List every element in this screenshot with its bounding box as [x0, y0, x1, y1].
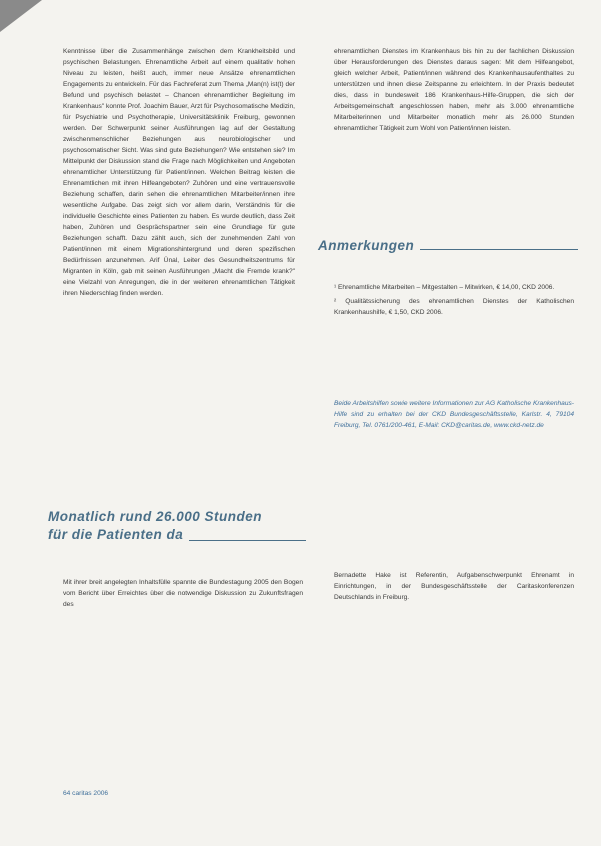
notes-list	[334, 282, 574, 342]
author-bio: Bernadette Hake ist Referentin, Aufgabenschwerpunkt Ehrenamt in Einrichtungen, in der Bundesgeschäftsstelle der Caritaskonferenzen Deutschlands in Freiburg.	[334, 572, 574, 601]
right-column-top-paragraph: ehrenamtlichen Dienstes im Krankenhaus bis hin zu der fachlichen Diskussion über Herausforderungen des Dienstes daraus sagen: Mit dem Hilfeangebot, gleich welcher Arbeit, Patient/innen während des Krankenhausaufenthaltes zu unterstützen und ihnen diese Zeitspanne zu erleichtern. In der Praxis bedeutet dies, dass in bundesweit 186 Krankenhaus-Hilfe-Gruppen, die sich der Arbeitsgemeinschaft angeschlossen haben, mehr als 3.000 ehrenamtliche Mitarbeiterinnen und Mitarbeiter monatlich mehr als 26.000 Stunden ehrenamtlicher Tätigkeit zum Wohl von Patient/innen leisten.	[334, 48, 574, 132]
page-corner-mark	[0, 0, 42, 32]
heading-rule	[189, 540, 306, 541]
left-column-top-text	[63, 46, 295, 496]
note-item: ¹ Ehrenamtliche Mitarbeiten – Mitgestalten – Mitwirken, € 14,00, CKD 2006.	[334, 284, 555, 291]
heading-rule	[420, 249, 578, 250]
left-column-bottom-text	[63, 577, 303, 621]
left-column-top-paragraph: Kenntnisse über die Zusammenhänge zwischen dem Krankheitsbild und psychischen Belastungen. Ehrenamtliche Arbeit auf einem qualitativ hohen Niveau zu leisten, heißt auch, immer neue Ansätze ehrenamtlichen Engagements zu entwickeln. Für das Fachreferat zum Thema „Man(n) ist(t) der Befund und psychisch belastet – Chancen ehrenamtlicher Begleitung im Krankenhaus" konnte Prof. Joachim Bauer, Arzt für Psychosomatische Medizin, für Psychiatrie und Psychotherapie, Universitätsklinik Freiburg, gewonnen werden. Der Schwerpunkt seiner Ausführungen lag auf der Gestaltung zwischenmenschlicher Beziehungen aus neurobiologischer und psychosomatischer Sicht. Was sind gute Beziehungen? Wie entstehen sie? Im Mittelpunkt der Diskussion stand die Frage nach Möglichkeiten und Angeboten ehrenamtlicher Unterstützung für Patient/innen. Welchen Beitrag leisten die Ehrenamtlichen mit ihren Hilfeangeboten? Zuhören und eine vertrauensvolle Beziehung schaffen, darin sehen die ehrenamtlichen Mitarbeiter/innen ihre wesentliche Aufgabe. Das zeigt sich vor allem darin, Verständnis für die individuelle Geschichte eines Patienten zu haben. Es wurde deutlich, dass Zeit haben, Zuhören und Gesprächspartner sein eine Grundlage für gute Beziehungen schafft. Dazu zählt auch, sich der zunehmenden Zahl von Patient/innen mit einem Migrationshintergrund und deren spezifischen Bedürfnissen anzunehmen. Arif Ünal, Leiter des Gesundheitszentrums für Migranten in Köln, gab mit seinen Ausführungen „Macht die Fremde krank?" eine Vielzahl von Anregungen, die in der weiteren ehrenamtlichen Tätigkeit ihren Niederschlag finden werden.	[63, 48, 295, 297]
section-heading-line2: für die Patienten da	[48, 527, 184, 542]
section-heading-line2-wrap	[48, 526, 306, 544]
left-column-bottom-paragraph: Mit ihrer breit angelegten Inhaltsfülle spannte die Bundestagung 2005 den Bogen vom Bericht über Erreichtes über die notwendige Diskussion zu Zukunftsfragen des	[63, 579, 303, 608]
page-footer: 64 caritas 2006	[63, 790, 109, 797]
section-heading	[48, 508, 306, 544]
right-column-bottom-text	[334, 570, 574, 614]
anmerkungen-heading-text: Anmerkungen	[318, 238, 415, 253]
anmerkungen-heading	[318, 238, 578, 253]
info-box-text: Beide Arbeitshilfen sowie weitere Informationen zur AG Katholische Krankenhaus-Hilfe sind zu erhalten bei der CKD Bundesgeschäftsstelle, Karlstr. 4, 79104 Freiburg, Tel. 0761/200-461, E-Mail: CKD@caritas.de, www.ckd-netz.de	[334, 400, 574, 429]
right-column-top-text	[334, 46, 574, 218]
section-heading-line1: Monatlich rund 26.000 Stunden	[48, 509, 263, 524]
note-item: ² Qualitätssicherung des ehrenamtlichen Dienstes der Katholischen Krankenhaushilfe, € 1,50, CKD 2006.	[334, 298, 574, 316]
info-box	[334, 398, 574, 468]
